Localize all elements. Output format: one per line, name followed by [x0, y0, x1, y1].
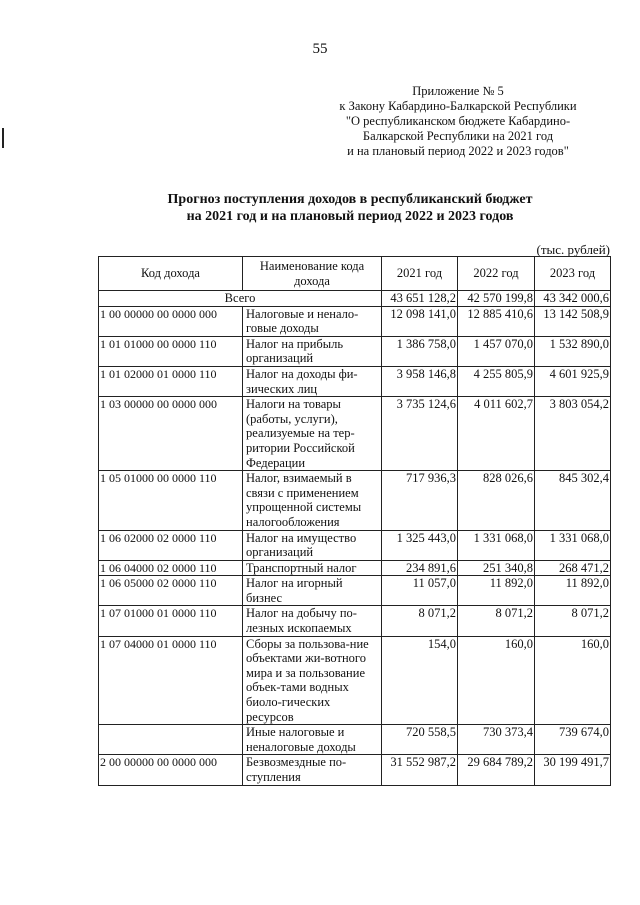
code-cell: 1 01 01000 00 0000 110: [99, 336, 243, 366]
value-2023-cell: 1 532 890,0: [535, 336, 611, 366]
total-row: [99, 291, 611, 307]
margin-mark: [2, 128, 4, 148]
code-cell: 1 01 02000 01 0000 110: [99, 366, 243, 396]
document-title: [90, 191, 610, 225]
code-cell: [99, 725, 243, 755]
appendix-line: к Закону Кабардино-Балкарской Республики: [339, 99, 577, 113]
title-line: на 2021 год и на плановый период 2022 и 2023 годов: [186, 209, 514, 224]
code-cell: 1 06 04000 02 0000 110: [99, 560, 243, 576]
table-row: [99, 725, 611, 755]
code-cell: 1 07 04000 01 0000 110: [99, 636, 243, 725]
value-2022-cell: 1 331 068,0: [458, 530, 535, 560]
value-2021-cell: 154,0: [382, 636, 458, 725]
name-cell: Сборы за пользова-ние объектами жи-вотного мира и за пользование объек-тами водных биоло-гических ресурсов: [243, 636, 382, 725]
value-2021-cell: 3 958 146,8: [382, 366, 458, 396]
table-row: [99, 530, 611, 560]
appendix-line: Балкарской Республики на 2021 год: [362, 129, 554, 143]
value-2022-cell: 1 457 070,0: [458, 336, 535, 366]
table-row: [99, 397, 611, 471]
value-2023-cell: 1 331 068,0: [535, 530, 611, 560]
header-code: Код дохода: [99, 257, 243, 291]
value-2023-cell: 4 601 925,9: [535, 366, 611, 396]
title-line: Прогноз поступления доходов в республиканский бюджет: [167, 192, 533, 207]
value-2021-cell: 717 936,3: [382, 471, 458, 530]
table-header-row: [99, 257, 611, 291]
appendix-line: и на плановый период 2022 и 2023 годов": [347, 144, 569, 158]
name-cell: Налоги на товары (работы, услуги), реализуемые на тер-ритории Российской Федерации: [243, 397, 382, 471]
code-cell: 1 00 00000 00 0000 000: [99, 306, 243, 336]
table-row: [99, 366, 611, 396]
value-2022-cell: 160,0: [458, 636, 535, 725]
header-2021: 2021 год: [382, 257, 458, 291]
header-2023: 2023 год: [535, 257, 611, 291]
name-cell: Налог на доходы фи-зических лиц: [243, 366, 382, 396]
name-cell: Налоговые и ненало-говые доходы: [243, 306, 382, 336]
name-cell: Налог на имущество организаций: [243, 530, 382, 560]
value-2022-cell: 828 026,6: [458, 471, 535, 530]
value-2023-cell: 3 803 054,2: [535, 397, 611, 471]
total-2023: 43 342 000,6: [535, 291, 611, 307]
value-2022-cell: 4 255 805,9: [458, 366, 535, 396]
value-2023-cell: 8 071,2: [535, 606, 611, 636]
value-2022-cell: 11 892,0: [458, 576, 535, 606]
page-number: 55: [312, 41, 328, 57]
table-row: [99, 636, 611, 725]
value-2023-cell: 11 892,0: [535, 576, 611, 606]
value-2021-cell: 234 891,6: [382, 560, 458, 576]
value-2023-cell: 13 142 508,9: [535, 306, 611, 336]
value-2023-cell: 160,0: [535, 636, 611, 725]
name-cell: Налог на добычу по-лезных ископаемых: [243, 606, 382, 636]
total-label: Всего: [99, 291, 382, 307]
value-2021-cell: 8 071,2: [382, 606, 458, 636]
table-row: [99, 306, 611, 336]
name-cell: Безвозмездные по-ступления: [243, 755, 382, 785]
value-2022-cell: 730 373,4: [458, 725, 535, 755]
name-cell: Иные налоговые и неналоговые доходы: [243, 725, 382, 755]
table-row: [99, 471, 611, 530]
appendix-line: Приложение № 5: [412, 84, 504, 98]
total-2021: 43 651 128,2: [382, 291, 458, 307]
value-2022-cell: 12 885 410,6: [458, 306, 535, 336]
value-2021-cell: 1 325 443,0: [382, 530, 458, 560]
table-row: [99, 755, 611, 785]
name-cell: Налог, взимаемый в связи с применением упрощенной системы налогообложения: [243, 471, 382, 530]
appendix-line: "О республиканском бюджете Кабардино-: [345, 114, 571, 128]
value-2023-cell: 268 471,2: [535, 560, 611, 576]
value-2022-cell: 4 011 602,7: [458, 397, 535, 471]
value-2021-cell: 3 735 124,6: [382, 397, 458, 471]
value-2022-cell: 8 071,2: [458, 606, 535, 636]
name-cell: Налог на прибыль организаций: [243, 336, 382, 366]
name-cell: Налог на игорный бизнес: [243, 576, 382, 606]
value-2022-cell: 29 684 789,2: [458, 755, 535, 785]
value-2023-cell: 30 199 491,7: [535, 755, 611, 785]
code-cell: 1 03 00000 00 0000 000: [99, 397, 243, 471]
value-2021-cell: 1 386 758,0: [382, 336, 458, 366]
header-name: Наименование кода дохода: [243, 257, 382, 291]
code-cell: 2 00 00000 00 0000 000: [99, 755, 243, 785]
value-2023-cell: 739 674,0: [535, 725, 611, 755]
appendix-block: [308, 84, 608, 159]
code-cell: 1 06 02000 02 0000 110: [99, 530, 243, 560]
code-cell: 1 05 01000 00 0000 110: [99, 471, 243, 530]
code-cell: 1 06 05000 02 0000 110: [99, 576, 243, 606]
value-2021-cell: 11 057,0: [382, 576, 458, 606]
unit-label: (тыс. рублей): [536, 242, 610, 257]
table-row: [99, 560, 611, 576]
total-2022: 42 570 199,8: [458, 291, 535, 307]
header-2022: 2022 год: [458, 257, 535, 291]
value-2021-cell: 720 558,5: [382, 725, 458, 755]
table-row: [99, 576, 611, 606]
table-row: [99, 336, 611, 366]
revenue-table-container: [98, 256, 611, 786]
table-row: [99, 606, 611, 636]
value-2021-cell: 12 098 141,0: [382, 306, 458, 336]
revenue-table: [98, 256, 611, 786]
code-cell: 1 07 01000 01 0000 110: [99, 606, 243, 636]
value-2021-cell: 31 552 987,2: [382, 755, 458, 785]
value-2022-cell: 251 340,8: [458, 560, 535, 576]
value-2023-cell: 845 302,4: [535, 471, 611, 530]
name-cell: Транспортный налог: [243, 560, 382, 576]
